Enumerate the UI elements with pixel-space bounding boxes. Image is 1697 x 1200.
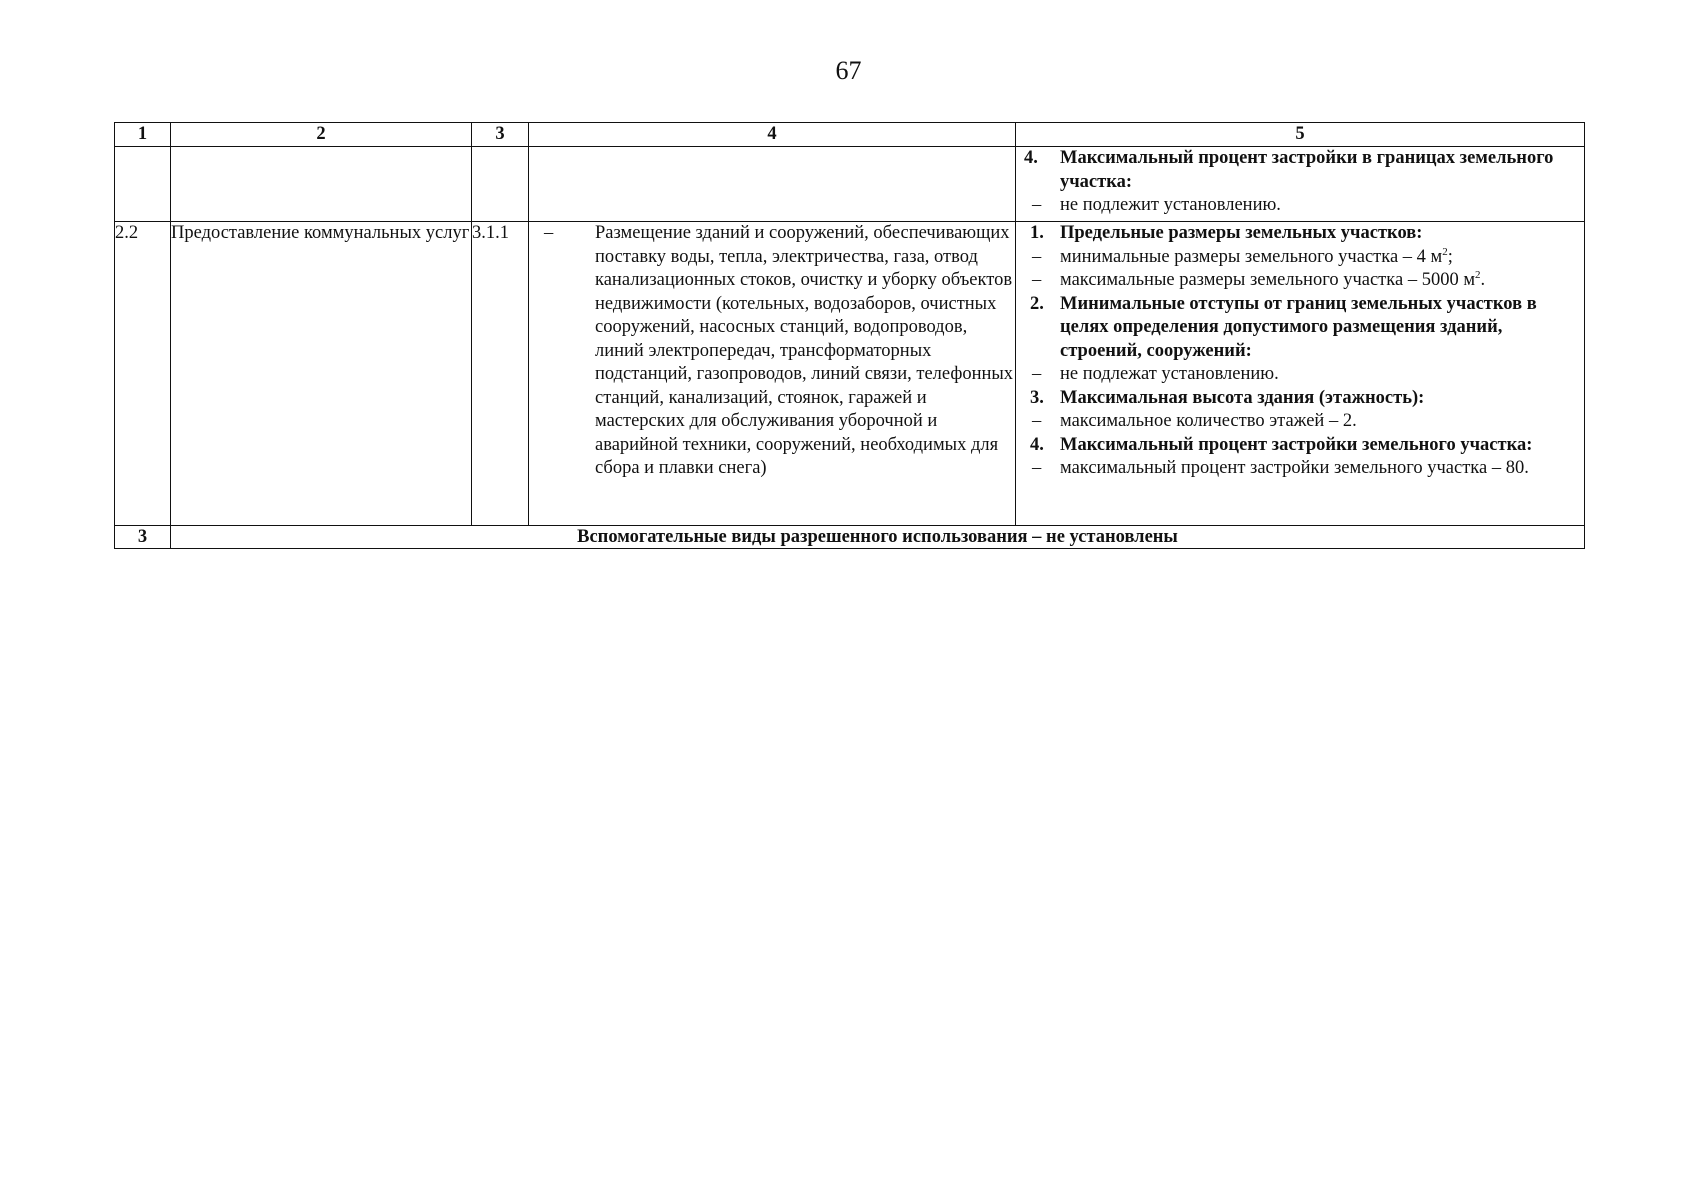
row-number: 3 xyxy=(115,526,171,549)
description-item: – Размещение зданий и сооружений, обеспечивающих поставку воды, тепла, электричества, газа, отвод канализационных стоков, очистку и уборку объектов недвижимости (котельных, водозаборов, очистных сооружений, насосных станций, водопроводов, линий электропередач, трансформаторных подстанций, газопроводов, линий связи, телефонных станций, канализаций, стоянок, гаражей и мастерских для обслуживания уборочной и аварийной техники, сооружений, необходимых для сбора и плавки снега) xyxy=(544,223,1014,478)
parameter-heading: 4. Максимальный процент застройки в границах земельного участка: xyxy=(1024,148,1554,192)
page-number: 67 xyxy=(835,56,862,85)
parameter-value: – максимальное количество этажей – 2. xyxy=(1032,411,1357,431)
land-use-table xyxy=(114,122,1585,549)
cell-empty xyxy=(115,147,171,222)
parameter-heading: 1. Предельные размеры земельных участков: xyxy=(1030,223,1423,243)
table-row-2-2 xyxy=(115,222,1585,526)
cell-parameters-continued xyxy=(1016,147,1585,222)
cell-parameters xyxy=(1016,222,1585,526)
header-col-1: 1 xyxy=(115,123,171,147)
parameter-value: – минимальные размеры земельного участка – 4 $м^2$; xyxy=(1032,245,1453,267)
row-number: 2.2 xyxy=(115,222,171,526)
table-row-continuation xyxy=(115,147,1585,222)
cell-empty xyxy=(171,147,472,222)
header-col-4: 4 xyxy=(529,123,1016,147)
parameter-heading: 3. Максимальная высота здания (этажность): xyxy=(1030,387,1425,408)
parameter-heading: 4. Максимальный процент застройки земельного участка: xyxy=(1030,434,1533,455)
auxiliary-uses-note: Вспомогательные виды разрешенного использования – не установлены xyxy=(171,526,1585,549)
cell-empty xyxy=(472,147,529,222)
parameter-value: – не подлежит установлению. xyxy=(1032,195,1281,215)
use-type-code: 3.1.1 xyxy=(472,222,529,526)
parameter-value: – максимальные размеры земельного участка – 5000 $м^2$. xyxy=(1032,269,1486,290)
cell-empty xyxy=(529,147,1016,222)
header-col-2: 2 xyxy=(171,123,472,147)
header-col-5: 5 xyxy=(1016,123,1585,147)
use-type-name: Предоставление коммунальных услуг xyxy=(171,222,472,526)
header-col-3: 3 xyxy=(472,123,529,147)
parameter-value: – максимальный процент застройки земельного участка – 80. xyxy=(1032,458,1529,478)
use-type-description xyxy=(529,222,1016,526)
table-row-auxiliary xyxy=(115,526,1585,549)
parameter-value: – не подлежат установлению. xyxy=(1032,364,1279,384)
parameter-heading: 2. Минимальные отступы от границ земельных участков в целях определения допустимого размещения зданий, строений, сооружений: xyxy=(1030,293,1537,361)
table-header-row xyxy=(115,123,1585,147)
